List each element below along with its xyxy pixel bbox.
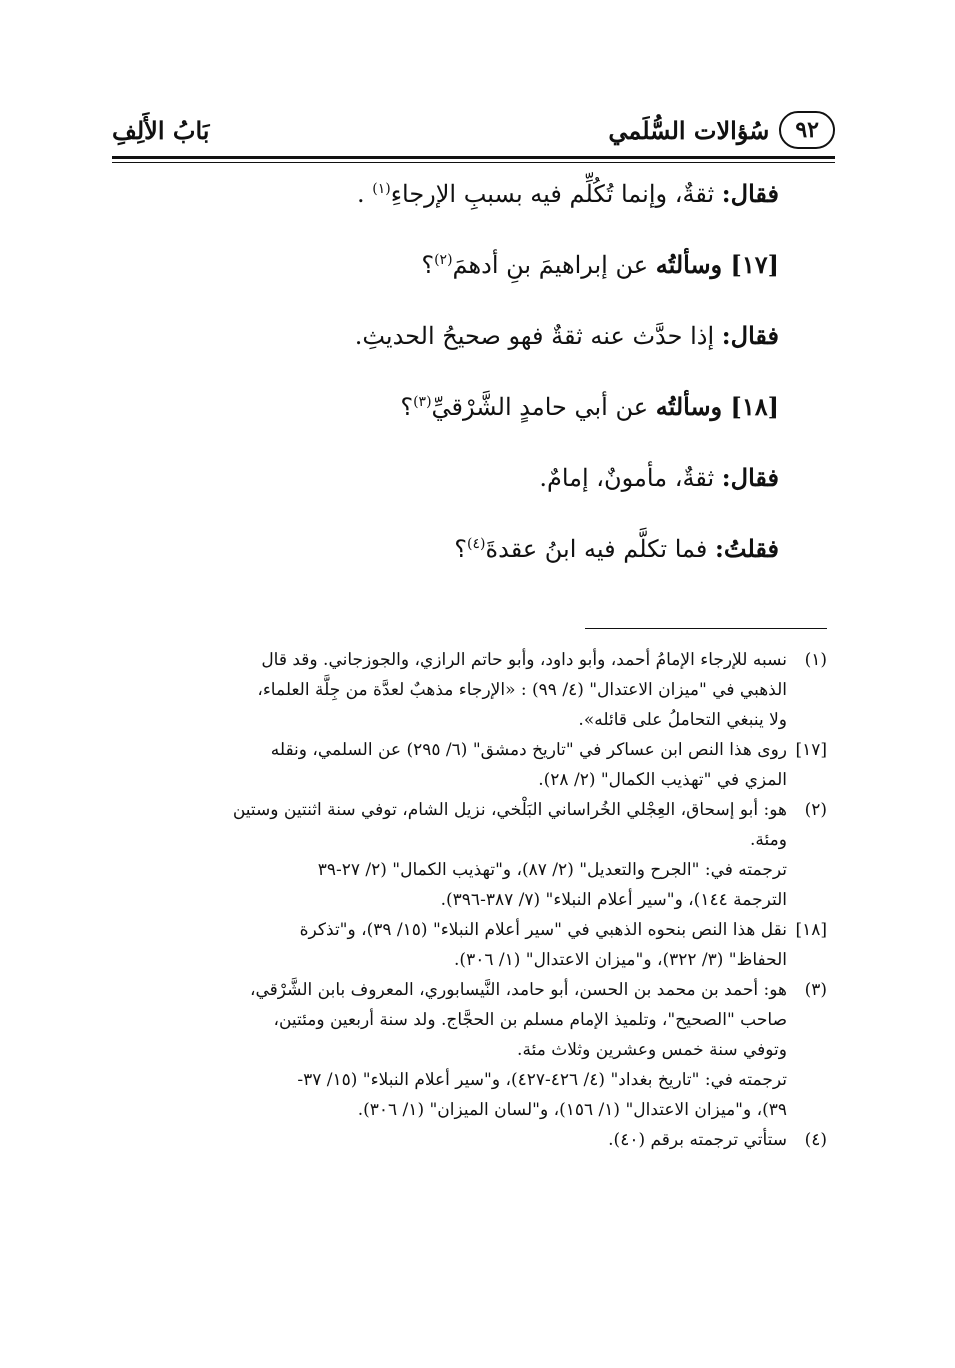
footnote-body <box>112 1125 787 1155</box>
footnote-ref: (٣) <box>413 394 432 410</box>
footnote-line: الترجمة ١٤٤)، و"سير أعلام النبلاء" (٧/ ٣٨٧-٣٩٦). <box>440 890 787 910</box>
footnote-18 <box>112 915 827 975</box>
footnote-line: المزي في "تهذيب الكمال" (٢/ ٢٨). <box>538 770 787 790</box>
footnote-marker: [١٨] <box>795 920 827 940</box>
page-header <box>112 108 835 152</box>
footnote-ref: (١) <box>372 181 391 197</box>
footnote-line: ٣٩)، و"ميزان الاعتدال" (١/ ١٥٦)، و"لسان الميزان" (١/ ٣٠٦). <box>357 1100 787 1120</box>
footnote-line: نسبه للإرجاء الإمامُ أحمد، وأبو داود، وأبو حاتم الرازي، والجوزجاني. وقد قال <box>261 650 787 670</box>
line-tail: . <box>356 180 373 208</box>
line-keyword: [١٨] وسألتُه <box>655 392 779 421</box>
footnote-marker: (٣) <box>804 980 827 1000</box>
footnote-line: هو: أحمد بن محمد بن الحسن، أبو حامد، النَّيسابوري، المعروف بابن الشَّرْقي، <box>250 980 787 1000</box>
main-line-3 <box>112 308 779 379</box>
line-keyword: فقال: <box>721 179 779 208</box>
footnote-2-sources <box>112 855 827 915</box>
footnote-marker: [١٧] <box>795 740 827 760</box>
footnotes <box>112 645 827 1155</box>
line-keyword: فقلتُ: <box>715 534 779 563</box>
footnote-4 <box>112 1125 827 1155</box>
line-text: عن أبي حامدٍ الشَّرْقيِّ <box>431 393 656 421</box>
line-keyword: فقال: <box>721 463 779 492</box>
chapter-title: بَابُ الأَلِفِ <box>112 115 210 145</box>
footnote-body <box>112 645 787 735</box>
main-text <box>112 166 779 592</box>
footnote-line: الحفاظ" (٣/ ٣٢٢)، و"ميزان الاعتدال" (١/ ٣٠٦). <box>454 950 787 970</box>
footnote-line: هو: أبو إسحاق، العِجْلي الخُراساني البَلْخي، نزيل الشام، توفي سنة اثنتين وستين <box>232 800 787 820</box>
book-title: سُؤالات السُّلَمي <box>608 115 770 145</box>
footnote-line: ستأتي ترجمته برقم (٤٠). <box>608 1130 787 1150</box>
footnote-3 <box>112 975 827 1065</box>
line-text: ثقةٌ، وإنما تُكُلِّم فيه بسببِ الإرجاءِ <box>390 180 722 208</box>
line-text: إذا حدَّث عنه ثقةٌ فهو صحيحُ الحديثِ. <box>354 322 722 350</box>
footnote-3-sources <box>112 1065 827 1125</box>
footnote-line: روى هذا النص ابن عساكر في "تاريخ دمشق" (٦/ ٢٩٥) عن السلمي، ونقله <box>270 740 787 760</box>
main-line-6 <box>112 521 779 592</box>
footnote-body <box>112 915 787 975</box>
footnote-line: ولا ينبغي التحاملُ على قائله». <box>578 710 787 730</box>
line-tail: ؟ <box>421 251 435 279</box>
line-keyword: [١٧] وسألتُه <box>655 250 779 279</box>
line-text: فما تكلَّم فيه ابنُ عقدةَ <box>485 535 716 563</box>
footnote-marker: (١) <box>804 650 827 670</box>
main-line-4 <box>112 379 779 450</box>
footnote-separator <box>585 628 827 629</box>
footnote-ref: (٢) <box>434 252 453 268</box>
footnote-line: ترجمته في: "الجرح والتعديل" (٢/ ٨٧)، و"تهذيب الكمال" (٢/ ٢٧-٣٩ <box>317 860 787 880</box>
header-rule-thin <box>112 162 835 163</box>
line-text: ثقةٌ، مأمونٌ، إمامٌ. <box>539 464 722 492</box>
footnote-line: ومئة. <box>750 830 787 850</box>
footnote-marker: (٢) <box>804 800 827 820</box>
footnote-2 <box>112 795 827 855</box>
line-text: عن إبراهيمَ بنِ أدهمَ <box>452 251 656 279</box>
footnote-line: ترجمته في: "تاريخ بغداد" (٤/ ٤٢٦-٤٢٧)، و"سير أعلام النبلاء" (١٥/ ٣٧- <box>297 1070 787 1090</box>
footnote-line: وتوفي سنة خمس وعشرين وثلاث مئة. <box>517 1040 787 1060</box>
main-line-2 <box>112 237 779 308</box>
line-tail: ؟ <box>454 535 468 563</box>
footnote-body <box>112 1065 787 1125</box>
line-tail: ؟ <box>400 393 414 421</box>
footnote-line: الذهبي في "ميزان الاعتدال" (٤/ ٩٩) : «الإرجاء مذهبٌ لعدَّة من جِلَّة العلماء، <box>257 680 787 700</box>
main-line-5 <box>112 450 779 521</box>
footnote-1 <box>112 645 827 735</box>
footnote-body <box>112 735 787 795</box>
footnote-ref: (٤) <box>467 536 486 552</box>
footnote-body <box>112 975 787 1065</box>
footnote-marker: (٤) <box>804 1130 827 1150</box>
header-rule-thick <box>112 156 835 159</box>
footnote-17 <box>112 735 827 795</box>
page-number: ٩٢ <box>779 111 835 149</box>
footnote-line: نقل هذا النص بنحوه الذهبي في "سير أعلام النبلاء" (١٥/ ٣٩)، و"تذكرة <box>299 920 787 940</box>
main-line-1 <box>112 166 779 237</box>
footnote-body <box>112 855 787 915</box>
footnote-line: صاحب "الصحيح"، وتلميذ الإمام مسلم بن الحجَّاج. ولد سنة أربعين ومئتين، <box>273 1010 787 1030</box>
footnote-body <box>112 795 787 855</box>
line-keyword: فقال: <box>721 321 779 350</box>
header-right-group <box>608 111 835 149</box>
